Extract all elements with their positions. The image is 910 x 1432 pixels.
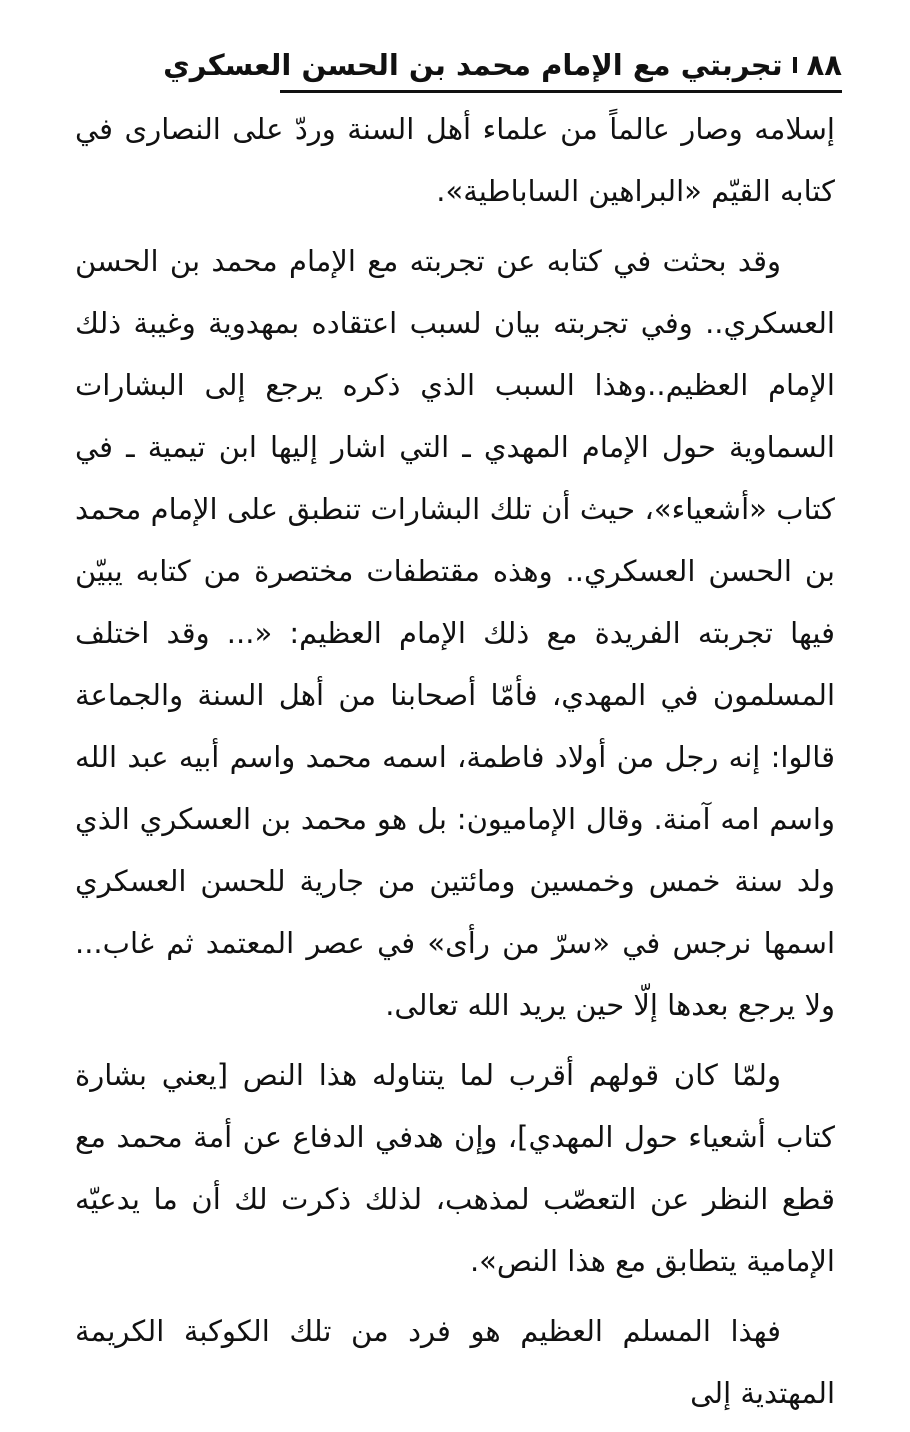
paragraph: فهذا المسلم العظيم هو فرد من تلك الكوكبة الكريمة المهتدية إلى: [75, 1314, 835, 1410]
page-number: ٨٨: [806, 48, 842, 82]
paragraph: ولمّا كان قولهم أقرب لما يتناوله هذا النص [يعني بشارة كتاب أشعياء حول المهدي]، وإن هدفي الدفاع عن أمة محمد مع قطع النظر عن التعصّب لمذهب، لذلك ذكرت لك أن ما يدعيّه الإمامية يتطابق مع هذا النص».: [75, 1058, 835, 1278]
body-text: [75, 98, 835, 1432]
square-bullet-icon: [793, 57, 797, 73]
paragraph: إسلامه وصار عالماً من علماء أهل السنة وردّ على النصارى في كتابه القيّم «البراهين الساباطية».: [75, 112, 835, 208]
running-header: [163, 40, 842, 93]
paragraph: وقد بحثت في كتابه عن تجربته مع الإمام محمد بن الحسن العسكري.. وفي تجربته بيان لسبب اعتقاده بمهدوية وغيبة ذلك الإمام العظيم..وهذا السبب الذي ذكره يرجع إلى البشارات السماوية حول الإمام المهدي ـ التي اشار إليها ابن تيمية ـ في كتاب «أشعياء»، حيث أن تلك البشارات تنطبق على الإمام محمد بن الحسن العسكري.. وهذه مقتطفات مختصرة من كتابه يبيّن فيها تجربته الفريدة مع ذلك الإمام العظيم: «... وقد اختلف المسلمون في المهدي، فأمّا أصحابنا من أهل السنة والجماعة قالوا: إنه رجل من أولاد فاطمة، اسمه محمد واسم أبيه عبد الله واسم امه آمنة. وقال الإماميون: بل هو محمد بن العسكري الذي ولد سنة خمس وخمسين ومائتين من جارية للحسن العسكري اسمها نرجس في «سرّ من رأى» في عصر المعتمد ثم غاب... ولا يرجع بعدها إلّا حين يريد الله تعالى.: [75, 244, 835, 1022]
header-title: تجربتي مع الإمام محمد بن الحسن العسكري: [163, 48, 783, 82]
